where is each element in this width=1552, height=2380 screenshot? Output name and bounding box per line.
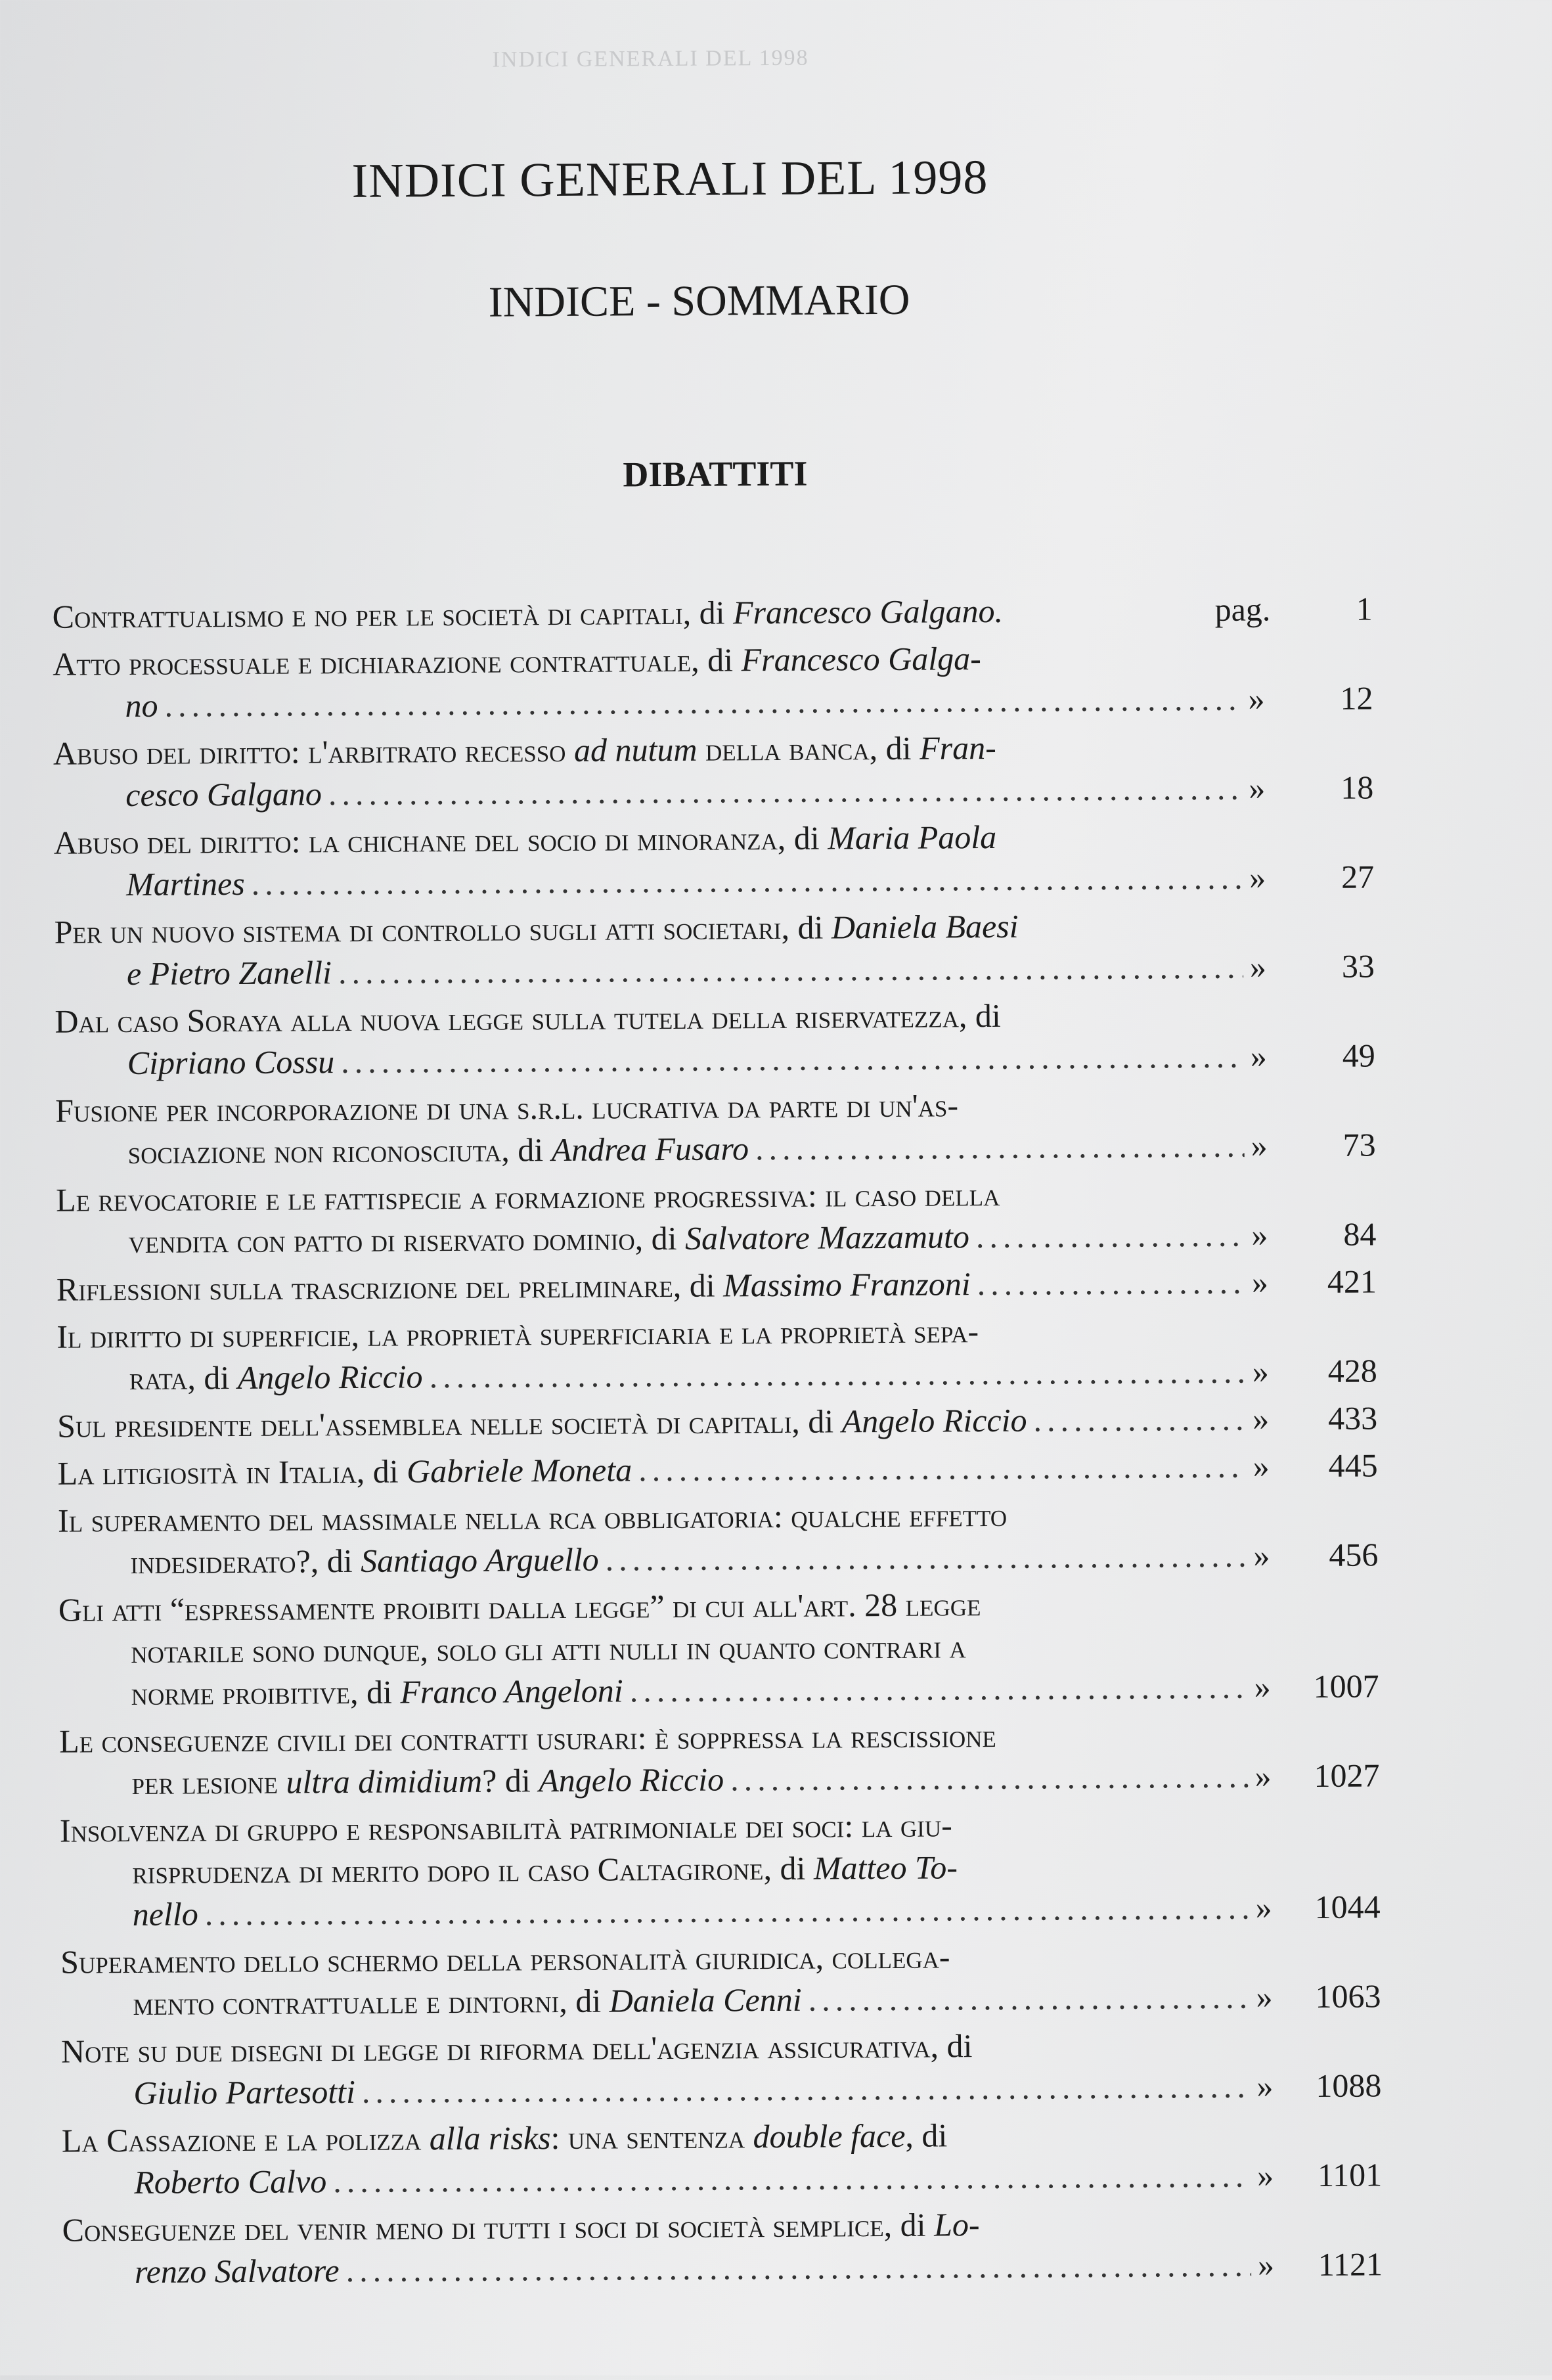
toc-entry-line: [61, 2064, 1381, 2114]
page-subtitle: INDICE - SOMMARIO: [488, 275, 910, 326]
toc-entry-text: [60, 1804, 952, 1851]
author-name: Matteo To-: [813, 1849, 958, 1887]
author-separator: , di: [356, 1452, 407, 1490]
toc-entry-line: [55, 992, 1375, 1042]
page-marker: pag.: [1214, 591, 1271, 628]
page-number: 27: [1341, 858, 1375, 895]
leader-dots: [333, 2155, 1251, 2203]
page-marker: »: [1253, 1447, 1270, 1485]
toc-entry-text: [133, 1893, 198, 1935]
section-heading: DIBATTITI: [623, 453, 808, 495]
page-reference: [1251, 1034, 1375, 1077]
toc-entry-line: [56, 1260, 1377, 1310]
toc-entry-line: [52, 587, 1372, 637]
toc-entry: [53, 724, 1374, 816]
toc-entry-text: [55, 1084, 958, 1131]
toc-entry-line: [58, 1665, 1379, 1715]
page-reference: [1248, 677, 1373, 719]
page-marker: »: [1252, 1353, 1269, 1390]
leader-dots: [338, 946, 1243, 993]
toc-entry-text: [135, 2249, 340, 2293]
page-marker: »: [1253, 1537, 1270, 1574]
author-name: Angelo Riccio: [841, 1401, 1027, 1440]
page-number: 421: [1327, 1263, 1377, 1300]
toc-entry-text: [58, 1494, 1007, 1542]
toc-entry-text: [131, 1669, 623, 1715]
page-reference: [1258, 2243, 1383, 2285]
toc-entry-line: [53, 635, 1373, 685]
leader-dots: [730, 1755, 1249, 1801]
page-marker: »: [1251, 1263, 1269, 1301]
toc-entry-text: [62, 2203, 979, 2251]
toc-entry-text: [125, 773, 322, 816]
author-separator: , di: [673, 1267, 724, 1304]
author-separator: , di: [634, 1219, 686, 1257]
author-separator: , di: [777, 819, 828, 857]
toc-entry-line: [60, 1843, 1380, 1893]
page-marker: »: [1255, 1889, 1272, 1926]
toc-entry: [61, 2022, 1382, 2114]
author-separator: , di: [310, 1542, 361, 1580]
entry-title-text: Insolvenza di gruppo e responsabilità patrimoniale dei soci: la giu-: [59, 1807, 952, 1849]
page-reference: [1257, 2153, 1382, 2196]
page-number: 12: [1340, 679, 1373, 717]
page-marker: »: [1256, 1978, 1273, 2015]
author-name: no: [125, 686, 158, 725]
entry-title-text: Abuso del diritto: la chichane del socio di minoranza: [53, 819, 778, 861]
entry-title-text: Riflessioni sulla trascrizione del preliminare: [56, 1267, 673, 1308]
toc-entry-line: [62, 2111, 1382, 2161]
page-reference: [1250, 945, 1375, 987]
toc-entry: [58, 1581, 1379, 1715]
leader-dots: [976, 1214, 1245, 1258]
author-separator: , di: [559, 1982, 610, 2020]
leader-dots: [362, 2065, 1251, 2113]
toc-entry-line: [53, 724, 1373, 774]
page-marker: »: [1257, 2157, 1274, 2194]
entry-title-italic: double face: [753, 2117, 906, 2155]
author-name: Daniela Cenni: [609, 1981, 802, 2019]
entry-title-text: Atto processuale e dichiarazione contrattuale: [52, 641, 692, 683]
page-number: 18: [1341, 769, 1374, 806]
page-number: 84: [1343, 1215, 1377, 1253]
toc-entry-line: [56, 1213, 1376, 1263]
page-title: INDICI GENERALI DEL 1998: [351, 150, 988, 208]
page-reference: [1252, 1260, 1377, 1303]
toc-entry: [60, 1801, 1381, 1935]
page-marker: »: [1248, 680, 1265, 717]
toc-entry-line: [62, 2201, 1382, 2251]
entry-title-text: Contrattualismo e no per le società di capitali: [52, 594, 683, 635]
toc-entry-line: [62, 2243, 1383, 2293]
toc-entry-line: [58, 1581, 1379, 1630]
toc-entry: [55, 1081, 1376, 1173]
author-name: Andrea Fusaro: [551, 1130, 749, 1169]
toc-entry-line: [57, 1349, 1377, 1399]
toc-entry-text: [128, 1215, 969, 1263]
toc-entry-text: [125, 685, 158, 727]
author-name: Francesco Galgano.: [732, 592, 1004, 631]
author-separator: , di: [781, 909, 832, 946]
page-marker: »: [1254, 1668, 1271, 1705]
toc-entry-line: [55, 1081, 1375, 1131]
leader-dots: [605, 1535, 1247, 1581]
toc-entry-text: [56, 1310, 979, 1358]
author-name: renzo Salvatore: [134, 2252, 340, 2290]
page-reference: [1249, 855, 1374, 898]
toc-entry-line: [57, 1444, 1377, 1494]
author-separator: , di: [930, 2027, 973, 2065]
toc-entry-text: [52, 590, 1003, 638]
leader-dots: [755, 1125, 1245, 1170]
author-name: nello: [132, 1895, 198, 1933]
toc-entry: [53, 635, 1373, 727]
toc-entry-line: [59, 1754, 1379, 1804]
page-marker: »: [1251, 1127, 1268, 1164]
toc-entry-line: [54, 855, 1374, 905]
toc-entry-text: [133, 2071, 355, 2114]
author-name: Martines: [125, 864, 245, 903]
author-separator: , di: [763, 1849, 814, 1887]
page-number: 433: [1327, 1399, 1378, 1437]
toc-entry-text: [130, 1538, 599, 1583]
author-name: Francesco Galga-: [741, 640, 981, 679]
page-number: 1101: [1317, 2156, 1383, 2193]
entry-title-text: Il diritto di superficie, la proprietà superficiaria e la proprietà sepa-: [56, 1313, 979, 1355]
toc-entry-text: [129, 1355, 423, 1399]
page-number: 73: [1342, 1126, 1376, 1163]
entry-title-text: risprudenza di merito dopo il caso Caltagirone: [132, 1850, 764, 1891]
entry-title-text: vendita con patto di riservato dominio: [128, 1220, 635, 1261]
toc-entry-line: [56, 1171, 1376, 1221]
author-name: cesco Galgano: [125, 775, 322, 814]
toc-entry-text: [131, 1625, 966, 1673]
author-name: Giulio Partesotti: [133, 2073, 356, 2111]
author-name: Daniela Baesi: [831, 907, 1019, 946]
toc-entry: [62, 2201, 1383, 2293]
entry-title-text: La Cassazione e la polizza: [61, 2120, 430, 2159]
toc-entry-text: [61, 2025, 973, 2072]
page-number: 1027: [1314, 1757, 1380, 1795]
entry-title-text: per lesione: [131, 1763, 286, 1802]
entry-title-italic: alla risks: [429, 2119, 551, 2157]
author-separator: , di: [905, 2117, 948, 2154]
leader-dots: [977, 1261, 1245, 1305]
toc-entry-text: [62, 2114, 948, 2161]
toc-entry-line: [60, 1801, 1380, 1851]
toc-entry-text: [127, 1127, 749, 1173]
leader-dots: [341, 1035, 1244, 1083]
entry-title-italic: ad nutum: [573, 730, 698, 769]
page-reference: [1253, 1444, 1377, 1487]
toc-entry: [60, 1933, 1381, 2025]
toc-entry-line: [59, 1712, 1379, 1762]
toc-entry: [57, 1397, 1377, 1447]
page-number: 428: [1327, 1352, 1377, 1389]
page-reference: [1254, 1665, 1379, 1707]
entry-title-text: : una sentenza: [550, 2118, 753, 2157]
author-name: Massimo Franzoni: [723, 1265, 971, 1304]
leader-dots: [205, 1887, 1249, 1935]
author-separator: di: [497, 1762, 539, 1799]
toc-entry-line: [55, 1123, 1375, 1173]
entry-title-text: Fusione per incorporazione di una s.r.l. lucrativa da parte di un'as-: [55, 1087, 959, 1129]
toc-entry-text: [56, 1173, 1000, 1221]
entry-title-text: sociazione non riconosciuta: [127, 1131, 502, 1171]
page-number: 1063: [1315, 1977, 1381, 2015]
entry-title-text: Sul presidente dell'assemblea nelle società di capitali: [57, 1403, 792, 1445]
toc-entry-line: [58, 1533, 1378, 1583]
toc-entry-line: [60, 1885, 1381, 1935]
toc-entry-text: [134, 2160, 326, 2203]
author-separator: , di: [682, 594, 734, 631]
page-number: 456: [1329, 1536, 1379, 1573]
toc-entry-line: [55, 945, 1375, 995]
author-name: Gabriele Moneta: [406, 1451, 632, 1490]
table-of-contents: [52, 587, 1383, 2298]
page-number: 1044: [1314, 1888, 1381, 1926]
entry-title-text: Gli atti “espressamente proibiti dalla legge” di cui all'art. 28 legge: [58, 1586, 981, 1628]
toc-entry-line: [58, 1491, 1378, 1541]
entry-title-text: indesiderato?: [130, 1542, 311, 1581]
entry-title-text: Le revocatorie e le fattispecie a formazione progressiva: il caso della: [55, 1175, 1000, 1219]
author-name: Maria Paola: [828, 818, 997, 857]
page-number: 1088: [1316, 2067, 1382, 2105]
leader-dots: [630, 1666, 1248, 1712]
entry-title-text: notarile sono dunque, solo gli atti nulli in quanto contrari a: [131, 1628, 966, 1671]
toc-entry-text: [58, 1583, 981, 1631]
author-name: Roberto Calvo: [134, 2163, 327, 2201]
page-number: 1: [1356, 590, 1373, 627]
page-marker: »: [1257, 2246, 1275, 2283]
author-name: Santiago Arguello: [361, 1540, 599, 1579]
entry-title-text: norme proibitive: [131, 1673, 351, 1713]
page-number: 1121: [1318, 2245, 1383, 2283]
entry-title-italic: ultra dimidium: [286, 1762, 483, 1801]
toc-entry-text: [133, 1979, 801, 2025]
page-reference: [1254, 1754, 1379, 1797]
toc-entry-text: [57, 1448, 632, 1494]
author-name: Angelo Riccio: [539, 1761, 724, 1799]
page-marker: »: [1250, 1037, 1267, 1075]
leader-dots: [252, 857, 1243, 905]
page-reference: [1256, 1975, 1381, 2017]
toc-entry-text: [131, 1759, 724, 1805]
leader-dots: [164, 678, 1241, 727]
toc-entry-text: [56, 1263, 971, 1311]
toc-entry: [56, 1260, 1377, 1310]
author-name: Lo-: [933, 2206, 980, 2243]
page-reference: [1253, 1397, 1377, 1439]
toc-entry-text: [54, 816, 997, 864]
toc-entry: [52, 587, 1372, 637]
toc-entry-text: [57, 1399, 1027, 1447]
author-separator: , di: [187, 1359, 238, 1397]
leader-dots: [1033, 1398, 1246, 1441]
page-reference: [1214, 587, 1372, 630]
toc-entry: [59, 1712, 1380, 1804]
toc-entry-text: [54, 905, 1018, 953]
toc-entry-text: [53, 637, 981, 685]
author-separator: , di: [958, 997, 1002, 1035]
toc-entry: [62, 2111, 1383, 2203]
toc-entry-line: [56, 1307, 1377, 1357]
leader-dots: [429, 1351, 1246, 1398]
author-separator: , di: [791, 1403, 842, 1440]
author-name: Salvatore Mazzamuto: [684, 1218, 970, 1257]
toc-entry-line: [58, 1623, 1379, 1673]
page-reference: [1253, 1533, 1378, 1576]
toc-entry: [56, 1307, 1377, 1399]
author-separator: , di: [501, 1131, 552, 1169]
page-reference: [1253, 1349, 1377, 1392]
page-marker: »: [1249, 948, 1267, 985]
author-separator: , di: [869, 729, 920, 767]
toc-entry-text: [55, 995, 1001, 1043]
entry-title-text: Conseguenze del venir meno di tutti i soci di società semplice: [62, 2207, 884, 2249]
page-reference: [1251, 1123, 1375, 1166]
author-separator: , di: [691, 641, 742, 679]
page-reference: [1256, 2064, 1381, 2107]
entry-title-text: Il superamento del massimale nella rca obbligatoria: qualche effetto: [57, 1496, 1008, 1539]
toc-entry-text: [132, 1846, 958, 1893]
page-reference: [1249, 766, 1373, 809]
toc-entry: [54, 903, 1375, 995]
author-separator: , di: [349, 1673, 401, 1711]
page-marker: »: [1256, 2067, 1274, 2105]
toc-entry-line: [53, 766, 1373, 816]
author-name: Angelo Riccio: [237, 1358, 423, 1397]
leader-dots: [808, 1976, 1249, 2021]
author-name: Franco Angeloni: [400, 1672, 623, 1711]
entry-title-text: mento contrattualle e dintorni: [133, 1983, 560, 2023]
toc-entry-line: [60, 1933, 1381, 1983]
page-number: 33: [1341, 947, 1375, 985]
entry-title-text: della banca: [697, 730, 870, 768]
entry-title-text: Le conseguenze civili dei contratti usurari: è soppressa la rescissione: [58, 1717, 996, 1760]
page-marker: »: [1249, 769, 1266, 807]
toc-entry-text: [127, 1041, 335, 1084]
page-number: 1007: [1313, 1667, 1379, 1705]
entry-title-text: Abuso del diritto: l'arbitrato recesso: [53, 731, 575, 772]
entry-title-text: La litigiosità in Italia: [57, 1452, 357, 1492]
toc-entry-line: [60, 1975, 1381, 2025]
author-name: Cipriano Cossu: [127, 1043, 335, 1082]
toc-entry-line: [53, 677, 1373, 727]
toc-entry: [58, 1491, 1379, 1583]
page-marker: »: [1249, 859, 1266, 896]
entry-title-text: Note su due disegni di legge di riforma dell'agenzia assicurativa: [60, 2027, 931, 2070]
toc-entry: [56, 1171, 1377, 1263]
entry-title-text: rata: [129, 1359, 188, 1397]
author-separator: , di: [883, 2206, 935, 2244]
entry-title-text: ?: [481, 1762, 497, 1799]
leader-dots: [328, 767, 1243, 815]
bleed-through-running-head: INDICI GENERALI DEL 1998: [492, 45, 809, 72]
page-marker: »: [1251, 1216, 1268, 1253]
author-name: Fran-: [919, 729, 996, 767]
toc-entry-text: [126, 863, 245, 905]
entry-title-text: Per un nuovo sistema di controllo sugli atti societari: [54, 909, 782, 951]
leader-dots: [638, 1445, 1247, 1491]
toc-entry-line: [54, 903, 1374, 953]
page-number: 49: [1342, 1037, 1375, 1074]
toc-entry-text: [53, 727, 996, 775]
toc-entry-line: [57, 1397, 1377, 1447]
page-reference: [1256, 1885, 1381, 1928]
entry-title-text: Dal caso Soraya alla nuova legge sulla tutela della riservatezza: [55, 997, 960, 1040]
toc-entry-text: [59, 1715, 996, 1763]
author-name: e Pietro Zanelli: [126, 954, 332, 993]
page-number: 445: [1328, 1447, 1378, 1484]
page-reference: [1251, 1213, 1376, 1255]
toc-entry-line: [55, 1034, 1375, 1084]
leader-dots: [345, 2244, 1251, 2291]
toc-entry-line: [62, 2153, 1382, 2203]
page-marker: »: [1254, 1757, 1272, 1795]
entry-title-text: Superamento dello schermo della personalità giuridica, collega-: [60, 1938, 950, 1981]
toc-entry: [57, 1444, 1377, 1494]
page-marker: »: [1252, 1400, 1270, 1437]
toc-entry-text: [127, 951, 332, 995]
toc-entry-line: [61, 2022, 1381, 2072]
toc-entry: [55, 992, 1375, 1084]
toc-entry-text: [60, 1935, 950, 1983]
toc-entry: [54, 813, 1375, 905]
